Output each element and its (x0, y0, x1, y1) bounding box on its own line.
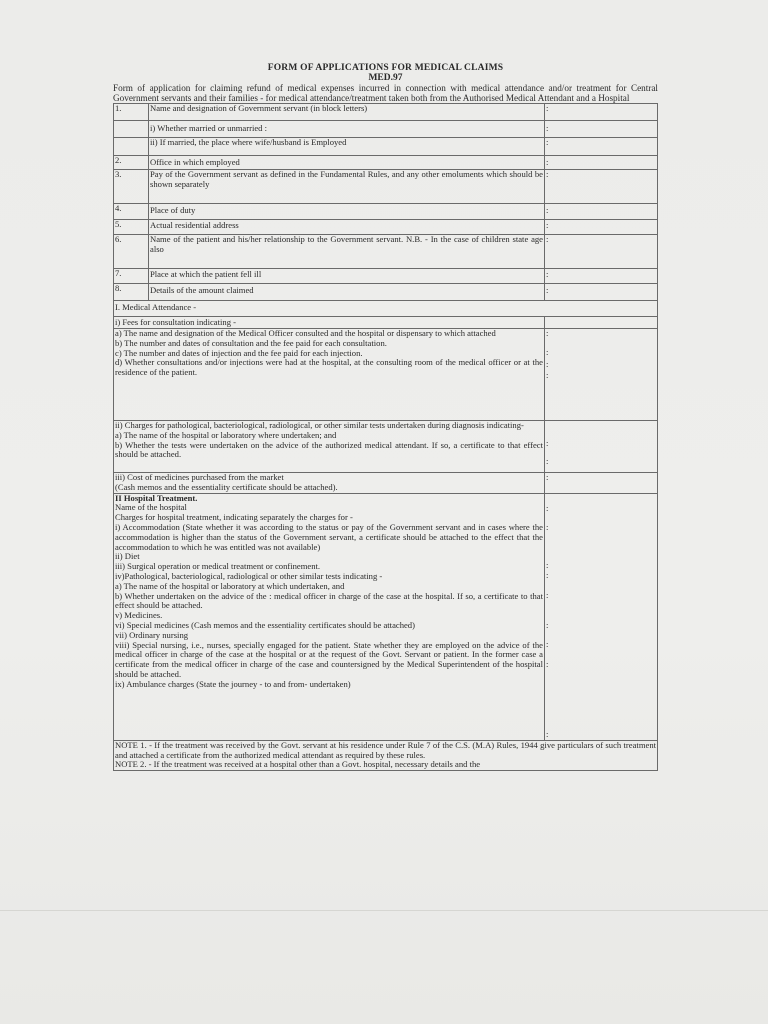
section-heading-row (114, 301, 658, 317)
row-value: : : : : (545, 329, 658, 421)
table-row (114, 317, 658, 329)
medical-claim-form (113, 63, 658, 771)
medicines-cost: iii) Cost of medicines purchased from the market (Cash memos and the essentiality certificate should be attached). (114, 473, 545, 494)
table-row (114, 493, 658, 740)
table-row (114, 204, 658, 220)
row-label: Pay of the Government servant as defined in the Fundamental Rules, and any other emoluments which should be shown separately (149, 170, 545, 204)
row-number (114, 138, 149, 156)
row-label: Name and designation of Government servant (in block letters) (149, 104, 545, 121)
row-value (545, 317, 658, 329)
scan-edge-line (0, 910, 768, 911)
fees-item-c: c) The number and dates of injection and the fee paid for each injection. (115, 347, 363, 358)
table-row (114, 156, 658, 170)
row-value: : (545, 204, 658, 220)
table-row (114, 329, 658, 421)
note-1: NOTE 1. - If the treatment was received by the Govt. servant at his residence under Rule 7 of the C.S. (M.A) Rules, 1944 give particulars of such treatment and attached a certificate from the authorized medical attendant as required by these rules. (115, 739, 656, 760)
form-code: MED.97 (368, 73, 403, 83)
tests-heading: ii) Charges for pathological, bacteriological, radiological, or other similar tests undertaken during diagnosis indicating- (115, 420, 524, 430)
row-number (114, 121, 149, 138)
row-number: 6. (114, 235, 149, 269)
tests-item-a: a) The name of the hospital or laboratory where undertaken; and (115, 429, 337, 440)
form-notes (113, 741, 658, 771)
row-label: i) Whether married or unmarried : (149, 121, 545, 138)
row-label: Office in which employed (149, 156, 545, 170)
note-2: NOTE 2. - If the treatment was received at a hospital other than a Govt. hospital, necessary details and the (115, 759, 481, 770)
fees-heading: i) Fees for consultation indicating - (114, 317, 545, 329)
table-row (114, 220, 658, 235)
row-value: : (545, 138, 658, 156)
row-value: : (545, 170, 658, 204)
row-value: : (545, 235, 658, 269)
row-number: 3. (114, 170, 149, 204)
fees-details (114, 329, 545, 421)
fees-item-d: d) Whether consultations and/or injections were had at the hospital, at the consulting room of the medical officer or at the residence of the patient. (115, 357, 543, 378)
table-row (114, 235, 658, 269)
tests-charges (114, 421, 545, 473)
row-number: 4. (114, 204, 149, 220)
row-value: : (545, 104, 658, 121)
row-label: ii) If married, the place where wife/husband is Employed (149, 138, 545, 156)
row-number: 2. (114, 156, 149, 170)
row-value: : (545, 156, 658, 170)
row-value: : : : : : : : : : (545, 493, 658, 740)
row-label: Place of duty (149, 204, 545, 220)
row-number: 8. (114, 284, 149, 301)
row-label: Place at which the patient fell ill (149, 269, 545, 284)
row-value: : : (545, 421, 658, 473)
row-number: 5. (114, 220, 149, 235)
table-row (114, 121, 658, 138)
table-row (114, 104, 658, 121)
row-value: : (545, 220, 658, 235)
hospital-heading: II Hospital Treatment. (115, 492, 198, 503)
row-value: : (545, 473, 658, 494)
medical-attendance-heading: I. Medical Attendance - (114, 301, 658, 317)
claim-table (113, 103, 658, 741)
table-row (114, 473, 658, 494)
tests-item-b: b) Whether the tests were undertaken on the advice of the authorized medical attendant. If so, a certificate to that effect should be attached. (115, 439, 543, 460)
table-row (114, 170, 658, 204)
hospital-treatment: II Hospital Treatment. Name of the hospital Charges for hospital treatment, indicating separately the charges for - i) Accommodation (State whether it was according to the status or pay of the Government servant and in cases where the accommodation is higher than the status of the Government servant, a certificate should be attached to the effect that the accommodation to which he was entitled was not available) ii) Diet iii) Surgical operation or medical treatment or confinement. iv)Pathological, bacteriological, radiological or other similar tests indicating - a) The name of the hospital or laboratory at which undertaken, and b) Whether undertaken on the advice of the : medical officer in charge of the case at the hospital. If so, a certificate to that effect should be attached. v) Medicines. vi) Special medicines (Cash memos and the essentiality certificates should be attached) vii) Ordinary nursing viii) Special nursing, i.e., nurses, specially engaged for the patient. State whether they are employed on the advice of the medical officer in charge of the case at the hospital or at the request of the Govt. Servant or patient. In the former case a certificate from the medical officer in charge of the case and countersigned by the Medical Superintendent of the hospital should be attached. ix) Ambulance charges (State the journey - to and from- undertaken) (114, 493, 545, 740)
fees-item-a: a) The name and designation of the Medical Officer consulted and the hospital or dispensary to which attached (115, 328, 496, 338)
table-row (114, 138, 658, 156)
row-value: : (545, 121, 658, 138)
row-label: Name of the patient and his/her relationship to the Government servant. N.B. - In the case of children state age also (149, 235, 545, 269)
table-row (114, 269, 658, 284)
row-number: 1. (114, 104, 149, 121)
row-value: : (545, 284, 658, 301)
row-label: Actual residential address (149, 220, 545, 235)
fees-item-b: b) The number and dates of consultation and the fee paid for each consultation. (115, 337, 387, 348)
row-label: Details of the amount claimed (149, 284, 545, 301)
row-value: : (545, 269, 658, 284)
form-title: FORM OF APPLICATIONS FOR MEDICAL CLAIMS (267, 63, 504, 73)
table-row (114, 284, 658, 301)
row-number: 7. (114, 269, 149, 284)
table-row (114, 421, 658, 473)
form-intro: Form of application for claiming refund of medical expenses incurred in connection with medical attendance and/or treatment for Central Government servants and their families - for medical attendance/treatment taken both from the Authorised Medical Attendant and a Hospital (113, 83, 658, 103)
